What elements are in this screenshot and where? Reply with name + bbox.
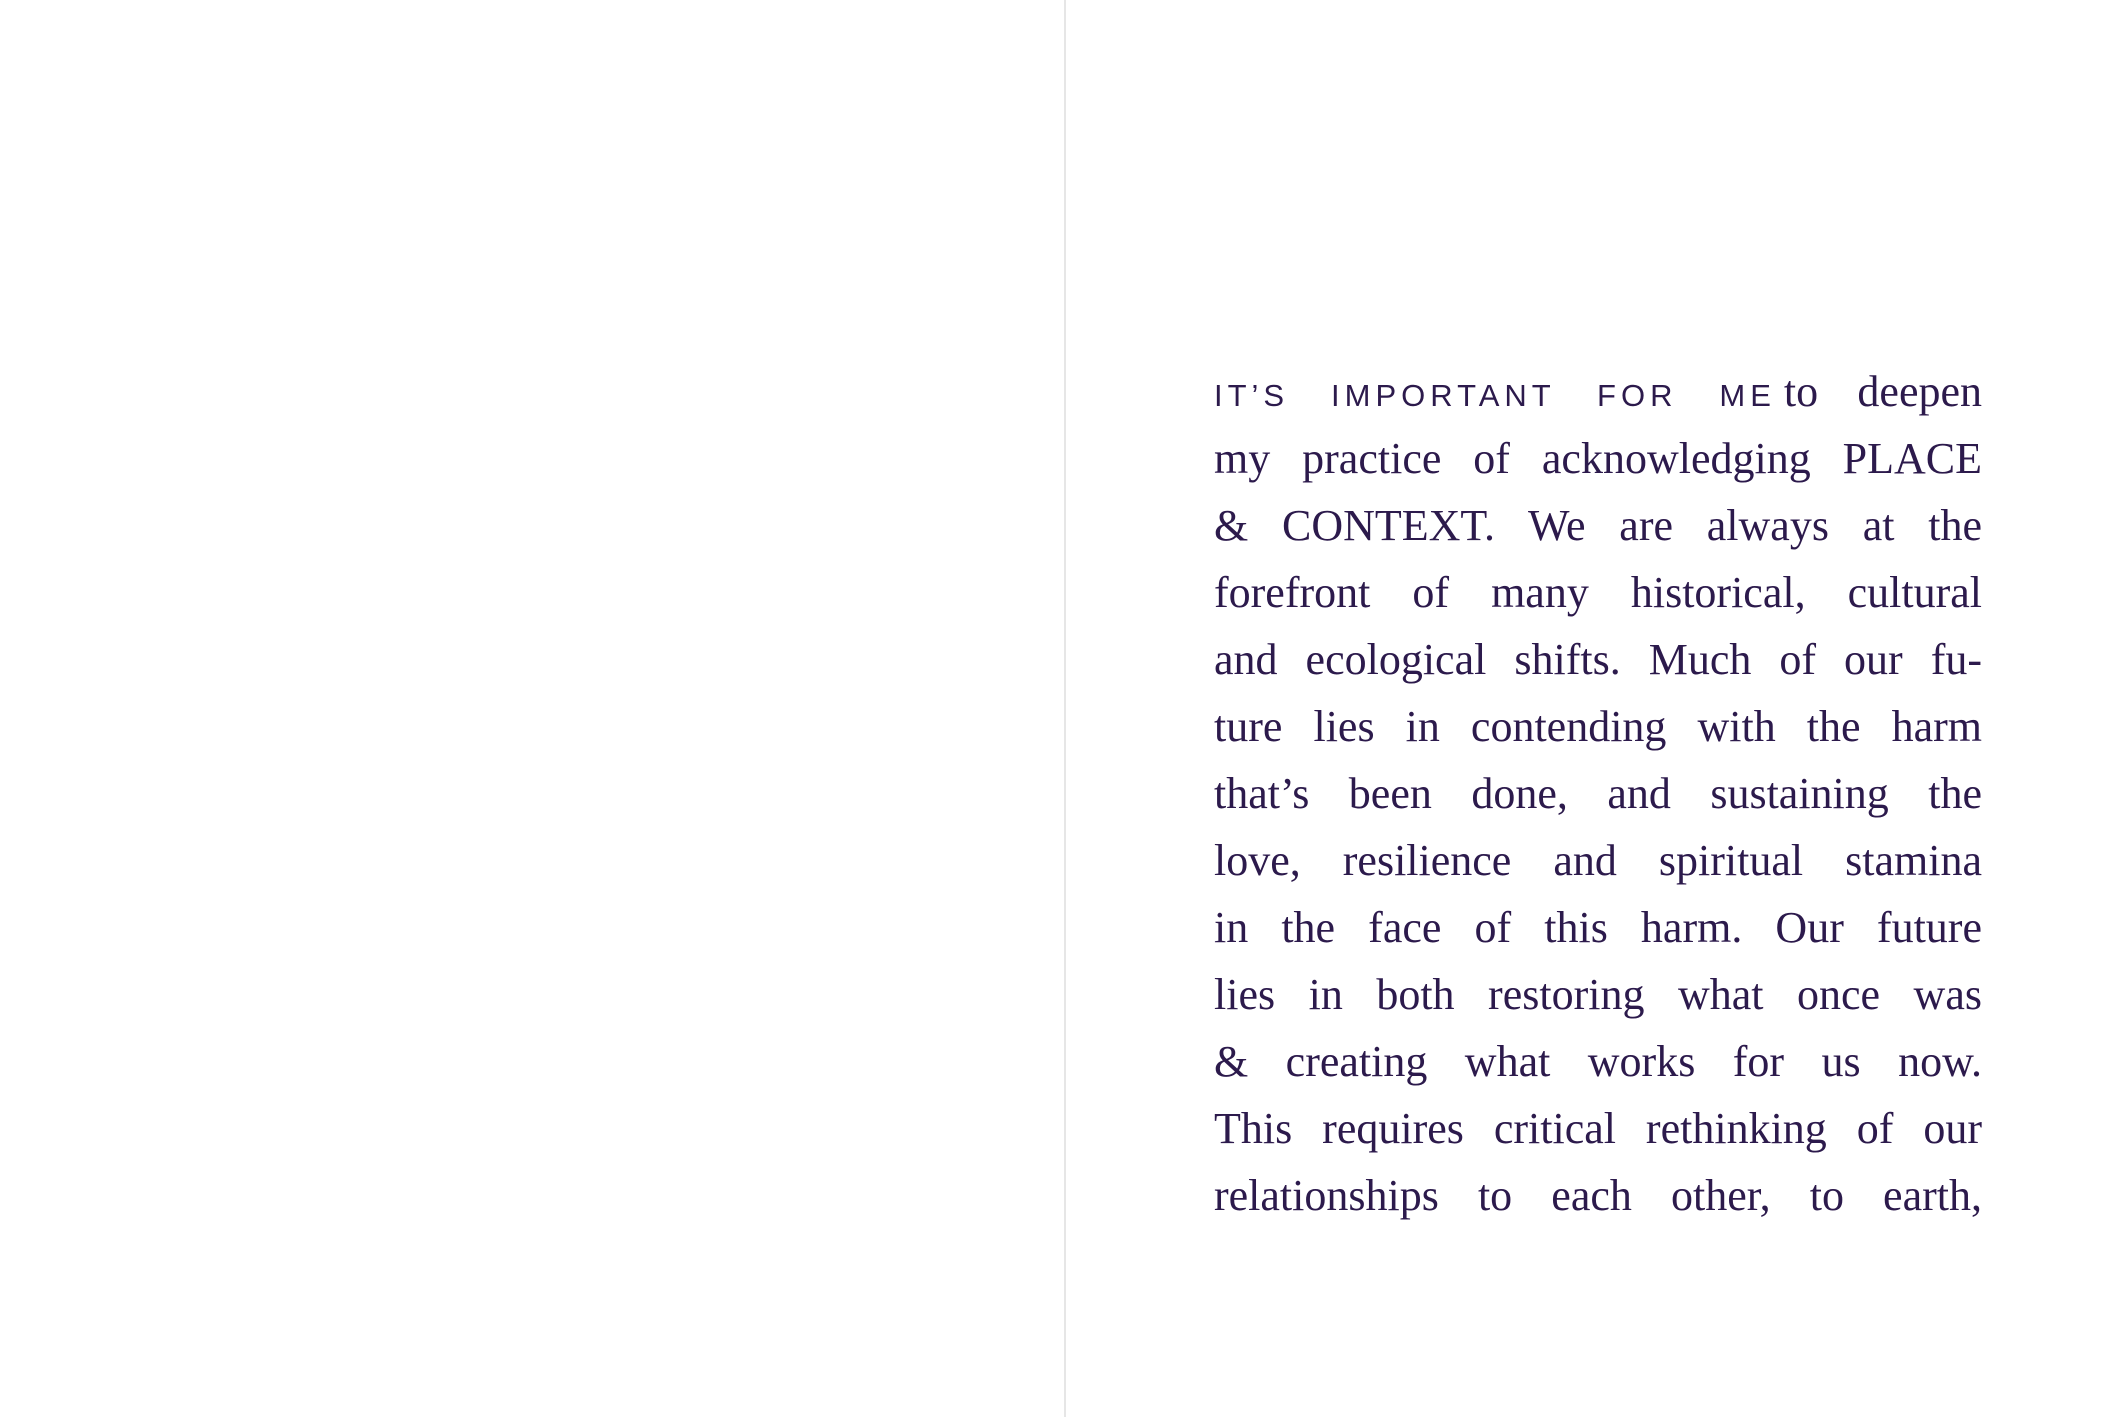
paragraph-line: and ecological shifts. Much of our fu-: [1214, 635, 1982, 684]
paragraph-line: [1214, 358, 1982, 425]
right-page: [1066, 0, 2126, 1417]
paragraph-line: & CONTEXT. We are always at the: [1214, 501, 1982, 550]
paragraph-line: ture lies in contending with the harm: [1214, 702, 1982, 751]
paragraph-line: in the face of this harm. Our future: [1214, 903, 1982, 952]
paragraph-line: This requires critical rethinking of our: [1214, 1104, 1982, 1153]
paragraph-line: & creating what works for us now.: [1214, 1037, 1982, 1086]
paragraph-line: relationships to each other, to earth,: [1214, 1171, 1982, 1220]
paragraph-line: that’s been done, and sustaining the: [1214, 769, 1982, 818]
paragraph-line-text: to deepen: [1783, 367, 1983, 416]
body-paragraph: [1214, 358, 1982, 1229]
paragraph-line: forefront of many historical, cultural: [1214, 568, 1982, 617]
paragraph-line: lies in both restoring what once was: [1214, 970, 1982, 1019]
paragraph-line: my practice of acknowledging PLACE: [1214, 434, 1982, 483]
lead-in-small-caps: IT’S IMPORTANT FOR ME: [1214, 378, 1776, 413]
paragraph-line: love, resilience and spiritual stamina: [1214, 836, 1982, 885]
